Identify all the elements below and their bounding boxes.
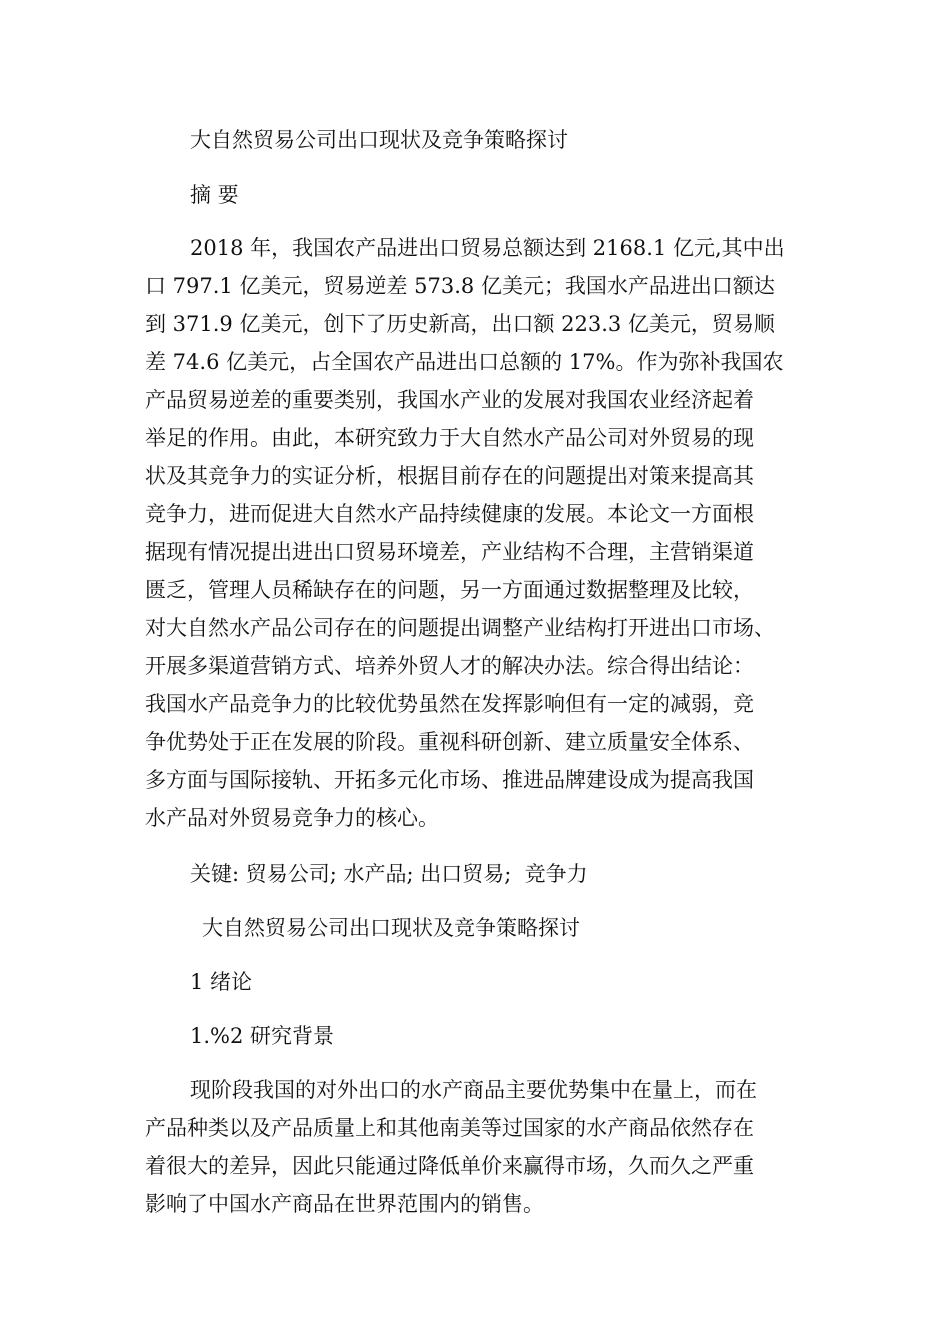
abstract-line: 我国水产品竞争力的比较优势虽然在发挥影响但有一定的减弱，竞 xyxy=(145,692,754,716)
abstract-line: 争优势处于正在发展的阶段。重视科研创新、建立质量安全体系、 xyxy=(145,730,754,754)
abstract-line: 产品贸易逆差的重要类别，我国水产业的发展对我国农业经济起着 xyxy=(145,388,754,412)
background-line: 现阶段我国的对外出口的水产商品主要优势集中在量上，而在 xyxy=(190,1078,757,1102)
abstract-line: 举足的作用。由此，本研究致力于大自然水产品公司对外贸易的现 xyxy=(145,426,754,450)
abstract-heading: 摘 要 xyxy=(190,183,239,207)
abstract-line: 据现有情况提出进出口贸易环境差，产业结构不合理，主营销渠道 xyxy=(145,540,754,564)
title-repeat: 大自然贸易公司出口现状及竞争策略探讨 xyxy=(202,916,580,940)
abstract-line: 到 371.9 亿美元，创下了历史新高，出口额 223.3 亿美元，贸易顺 xyxy=(145,312,775,336)
abstract-line: 多方面与国际接轨、开拓多元化市场、推进品牌建设成为提高我国 xyxy=(145,768,754,792)
keywords: 关键: 贸易公司; 水产品; 出口贸易; 竞争力 xyxy=(190,862,588,886)
background-line: 产品种类以及产品质量上和其他南美等过国家的水产商品依然存在 xyxy=(145,1116,754,1140)
abstract-line: 对大自然水产品公司存在的问题提出调整产业结构打开进出口市场、 xyxy=(145,616,775,640)
abstract-line: 口 797.1 亿美元，贸易逆差 573.8 亿美元；我国水产品进出口额达 xyxy=(145,274,775,298)
abstract-line: 差 74.6 亿美元，占全国农产品进出口总额的 17%。作为弥补我国农 xyxy=(145,350,784,374)
document-title: 大自然贸易公司出口现状及竞争策略探讨 xyxy=(190,128,568,152)
chapter-heading: 1 绪论 xyxy=(190,970,253,994)
background-line: 影响了中国水产商品在世界范围内的销售。 xyxy=(145,1192,544,1216)
abstract-line: 状及其竞争力的实证分析，根据目前存在的问题提出对策来提高其 xyxy=(145,464,754,488)
section-heading: 1.%2 研究背景 xyxy=(190,1024,335,1048)
background-line: 着很大的差异，因此只能通过降低单价来赢得市场，久而久之严重 xyxy=(145,1154,754,1178)
abstract-line: 竞争力，进而促进大自然水产品持续健康的发展。本论文一方面根 xyxy=(145,502,754,526)
abstract-line: 开展多渠道营销方式、培养外贸人才的解决办法。综合得出结论： xyxy=(145,654,754,678)
abstract-line: 水产品对外贸易竞争力的核心。 xyxy=(145,806,439,830)
abstract-line: 匮乏，管理人员稀缺存在的问题，另一方面通过数据整理及比较， xyxy=(145,578,754,602)
abstract-line: 2018 年，我国农产品进出口贸易总额达到 2168.1 亿元,其中出 xyxy=(190,236,785,260)
